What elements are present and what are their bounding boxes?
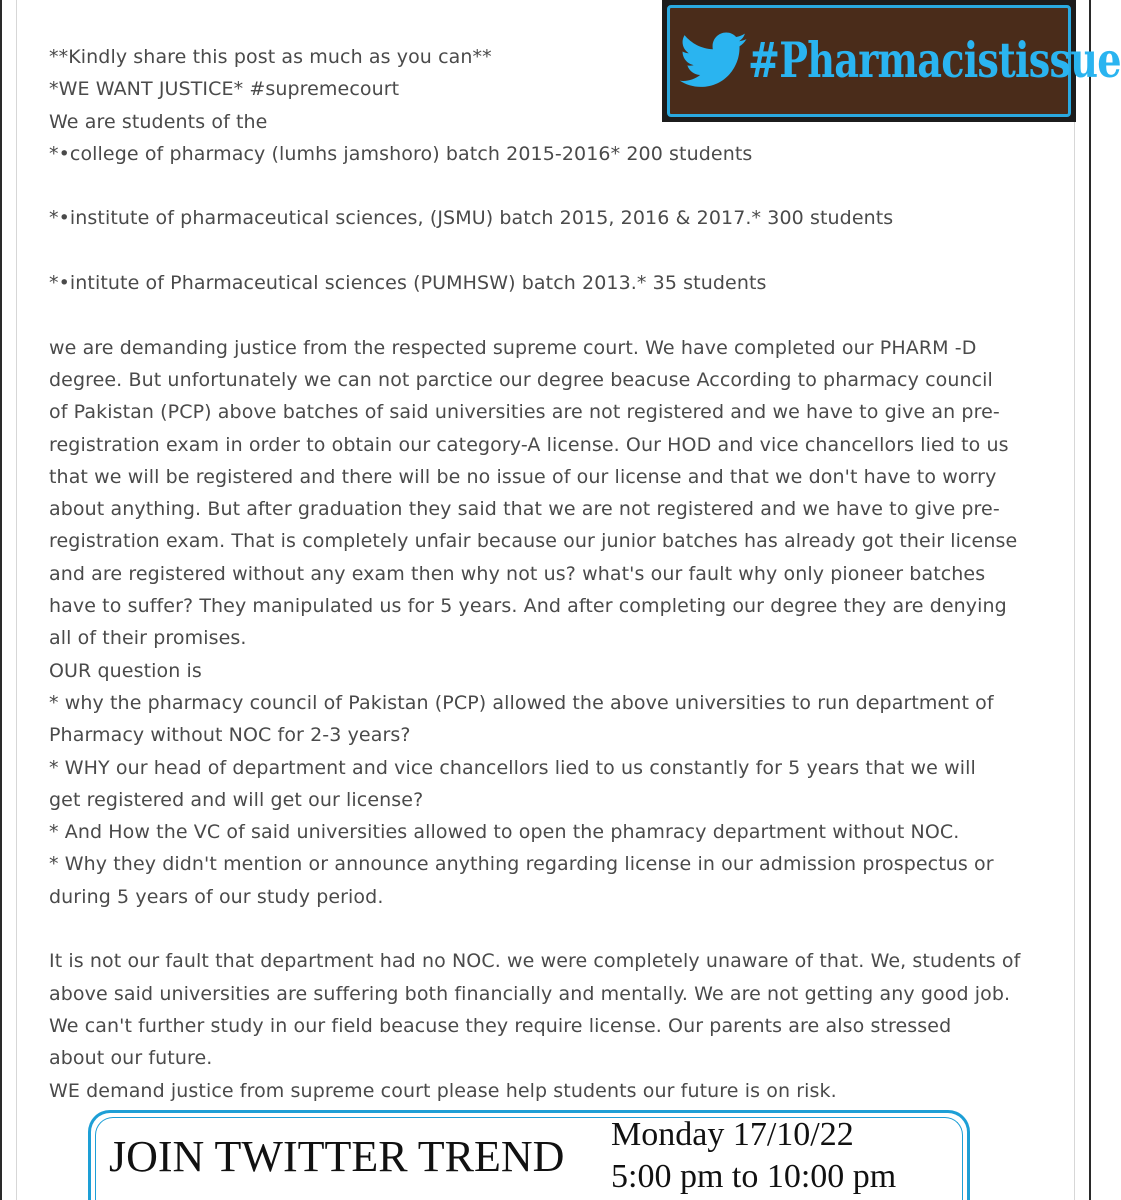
post-line: OUR question is bbox=[49, 659, 202, 682]
trend-date-text: Monday 17/10/22 bbox=[611, 1116, 854, 1153]
post-line: and are registered without any exam then why not us? what's our fault why only pioneer batches bbox=[49, 562, 986, 585]
post-line: about anything. But after graduation they said that we are not registered and we have to give pre- bbox=[49, 498, 1000, 521]
twitter-trend-banner bbox=[88, 1110, 970, 1200]
hashtag-badge-inner bbox=[667, 5, 1121, 117]
page-edge-right bbox=[1074, 0, 1075, 1200]
post-line: * why the pharmacy council of Pakistan (PCP) allowed the above universities to run department of bbox=[49, 691, 994, 714]
blank-line bbox=[49, 235, 1059, 267]
post-line: we are demanding justice from the respected supreme court. We have completed our PHARM -D bbox=[49, 336, 977, 359]
page-edge-left bbox=[16, 0, 17, 1200]
post-line: about our future. bbox=[49, 1047, 213, 1070]
post-line: * WHY our head of department and vice chancellors lied to us constantly for 5 years that we will bbox=[49, 756, 976, 779]
post-line: *•intitute of Pharmaceutical sciences (PUMHSW) batch 2013.* 35 students bbox=[49, 272, 767, 295]
post-line: degree. But unfortunately we can not parctice our degree beacuse According to pharmacy council bbox=[49, 368, 993, 391]
post-line: * Why they didn't mention or announce anything regarding license in our admission prospectus or bbox=[49, 853, 994, 876]
blank-line bbox=[49, 170, 1059, 202]
post-line: registration exam in order to obtain our category-A license. Our HOD and vice chancellors lied to us bbox=[49, 433, 1009, 456]
post-line: We can't further study in our field beacuse they require license. Our parents are also stressed bbox=[49, 1014, 952, 1037]
post-line: It is not our fault that department had no NOC. we were completely unaware of that. We, students of bbox=[49, 950, 1021, 973]
post-line: all of their promises. bbox=[49, 627, 247, 650]
post-line: *•college of pharmacy (lumhs jamshoro) batch 2015-2016* 200 students bbox=[49, 142, 753, 165]
post-line: Pharmacy without NOC for 2-3 years? bbox=[49, 724, 411, 747]
post-line: registration exam. That is completely unfair because our junior batches has already got their license bbox=[49, 530, 1018, 553]
post-line: We are students of the bbox=[49, 110, 268, 133]
join-trend-text: JOIN TWITTER TREND bbox=[109, 1132, 565, 1181]
post-line: of Pakistan (PCP) above batches of said universities are not registered and we have to give an pre- bbox=[49, 401, 1000, 424]
blank-line bbox=[49, 299, 1059, 331]
post-line: *WE WANT JUSTICE* #supremecourt bbox=[49, 78, 400, 101]
blank-line bbox=[49, 913, 1059, 945]
hashtag-badge bbox=[662, 0, 1121, 122]
post-line: have to suffer? They manipulated us for 5 years. And after completing our degree they are denying bbox=[49, 595, 1007, 618]
post-line: during 5 years of our study period. bbox=[49, 885, 384, 908]
twitter-bird-icon bbox=[680, 22, 748, 98]
post-line: get registered and will get our license? bbox=[49, 788, 424, 811]
post-line: **Kindly share this post as much as you can** bbox=[49, 46, 492, 68]
post-line: * And How the VC of said universities allowed to open the phamracy department without NOC. bbox=[49, 821, 960, 844]
hashtag-text[interactable]: #Pharmacistissue bbox=[748, 31, 1121, 89]
post-line: that we will be registered and there will be no issue of our license and that we don't have to worry bbox=[49, 465, 997, 488]
post-body bbox=[49, 41, 1059, 1107]
trend-time-text: 5:00 pm to 10:00 pm bbox=[611, 1158, 897, 1195]
post-line: WE demand justice from supreme court please help students our future is on risk. bbox=[49, 1079, 837, 1102]
post-line: *•institute of pharmaceutical sciences, (JSMU) batch 2015, 2016 & 2017.* 300 students bbox=[49, 207, 894, 230]
post-line: above said universities are suffering both financially and mentally. We are not getting any good job. bbox=[49, 982, 1011, 1005]
